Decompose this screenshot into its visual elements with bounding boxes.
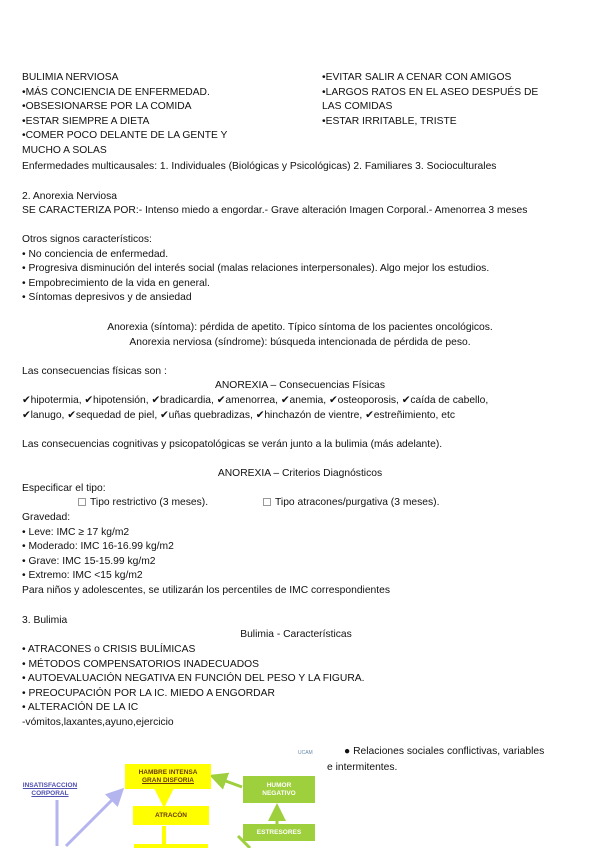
consequence-line: ✔lanugo, ✔sequedad de piel, ✔uñas quebradizas, ✔hinchazón de vientre, ✔estreñimiento, etc [22,409,455,421]
box-humor [243,776,315,803]
box-line: NEGATIVO [262,789,296,797]
side-bullet: ● Relaciones sociales conflictivas, variables [344,746,545,757]
criteria-title: ANOREXIA – Criterios Diagnósticos [217,468,383,479]
list-item: • AUTOEVALUACIÓN NEGATIVA EN FUNCIÓN DEL PESO Y LA FIGURA. [22,673,365,684]
specify-label: Especificar el tipo: [22,483,106,494]
list-item: • Progresiva disminución del interés social (malas relaciones interpersonales). Algo mejor los estudios. [22,263,490,274]
box-hambre [125,764,211,789]
consequence-line: ✔hipotermia, ✔hipotensión, ✔bradicardia, ✔amenorrea, ✔anemia, ✔osteoporosis, ✔caída de cabello, [22,395,489,406]
text-line: •MÁS CONCIENCIA DE ENFERMEDAD. [22,86,210,98]
type-label: Tipo atracones/purgativa (3 meses). [275,497,440,508]
text-line: •OBSESIONARSE POR LA COMIDA [22,101,192,112]
text-line: •ESTAR SIEMPRE A DIETA [22,115,150,127]
box-atracon [133,806,209,825]
children-note: Para niños y adolescentes, se utilizarán los percentiles de IMC correspondientes [22,584,391,596]
box-line: ATRACÓN [154,811,187,819]
text-line: •COMER POCO DELANTE DE LA GENTE Y [22,130,228,141]
multicausal-line: Enfermedades multicausales: 1. Individuales (Biológicas y Psicológicas) 2. Familiares 3. Socioculturales [22,161,497,172]
list-item: • Grave: IMC 15-15.99 kg/m2 [22,555,156,567]
definition-line: Anorexia nerviosa (síndrome): búsqueda intencionada de pérdida de peso. [129,336,471,348]
side-bullet-cont: e intermitentes. [327,762,398,773]
arrow-humor-hambre [212,776,242,787]
list-item: • Síntomas depresivos y de ansiedad [22,292,192,303]
box-line: HAMBRE INTENSA [138,768,198,776]
box-line: ESTRESORES [256,828,302,836]
text-line: •LARGOS RATOS EN EL ASEO DESPUÉS DE [322,86,539,98]
list-item: • ALTERACIÓN DE LA IC [22,702,139,713]
box-estresores [243,824,315,841]
physical-intro: Las consecuencias físicas son : [22,366,167,377]
box-line: CORPORAL [31,790,69,797]
bulimia-title: Bulimia - Características [240,629,352,640]
text-line: MUCHO A SOLAS [22,144,107,156]
bottom-bar [134,844,208,848]
definition-line: Anorexia (síntoma): pérdida de apetito. Típico síntoma de los pacientes oncológicos. [107,322,493,333]
list-item: • Empobrecimiento de la vida en general. [22,277,210,289]
anorexia-heading: 2. Anorexia Nerviosa [22,191,118,202]
list-item: -vómitos,laxantes,ayuno,ejercicio [22,716,174,728]
list-item: • Leve: IMC ≥ 17 kg/m2 [22,526,130,538]
text-line: LAS COMIDAS [322,101,393,112]
anorexia-characterized: SE CARACTERIZA POR:- Intenso miedo a engordar.- Grave alteración Imagen Corporal.- Amenorrea 3 meses [22,205,528,216]
list-item: • Moderado: IMC 16-16.99 kg/m2 [22,541,174,552]
bulimia-heading: 3. Bulimia [22,615,68,626]
list-item: • ATRACONES o CRISIS BULÍMICAS [22,644,196,655]
list-item: • PREOCUPACIÓN POR LA IC. MIEDO A ENGORDAR [22,687,275,699]
cognitive-note: Las consecuencias cognitivas y psicopatológicas se verán junto a la bulimia (más adelante). [22,439,443,450]
box-insatisfaccion [14,780,86,800]
box-line: HUMOR [266,781,292,789]
box-line: INSATISFACCION [22,782,78,789]
watermark: UCAM [298,750,313,756]
severity-label: Gravedad: [22,512,71,523]
text-line: •EVITAR SALIR A CENAR CON AMIGOS [322,72,512,83]
box-line: GRAN DISFORIA [142,776,194,784]
list-item: • No conciencia de enfermedad. [22,248,169,260]
type-label: Tipo restrictivo (3 meses). [90,497,209,508]
text-line: •ESTAR IRRITABLE, TRISTE [322,115,457,127]
list-item: • Extremo: IMC <15 kg/m2 [22,570,143,581]
physical-title: ANOREXIA – Consecuencias Físicas [215,380,385,391]
text-line: BULIMIA NERVIOSA [22,72,119,83]
other-signs-title: Otros signos característicos: [22,234,152,245]
list-item: • MÉTODOS COMPENSATORIOS INADECUADOS [22,658,260,670]
